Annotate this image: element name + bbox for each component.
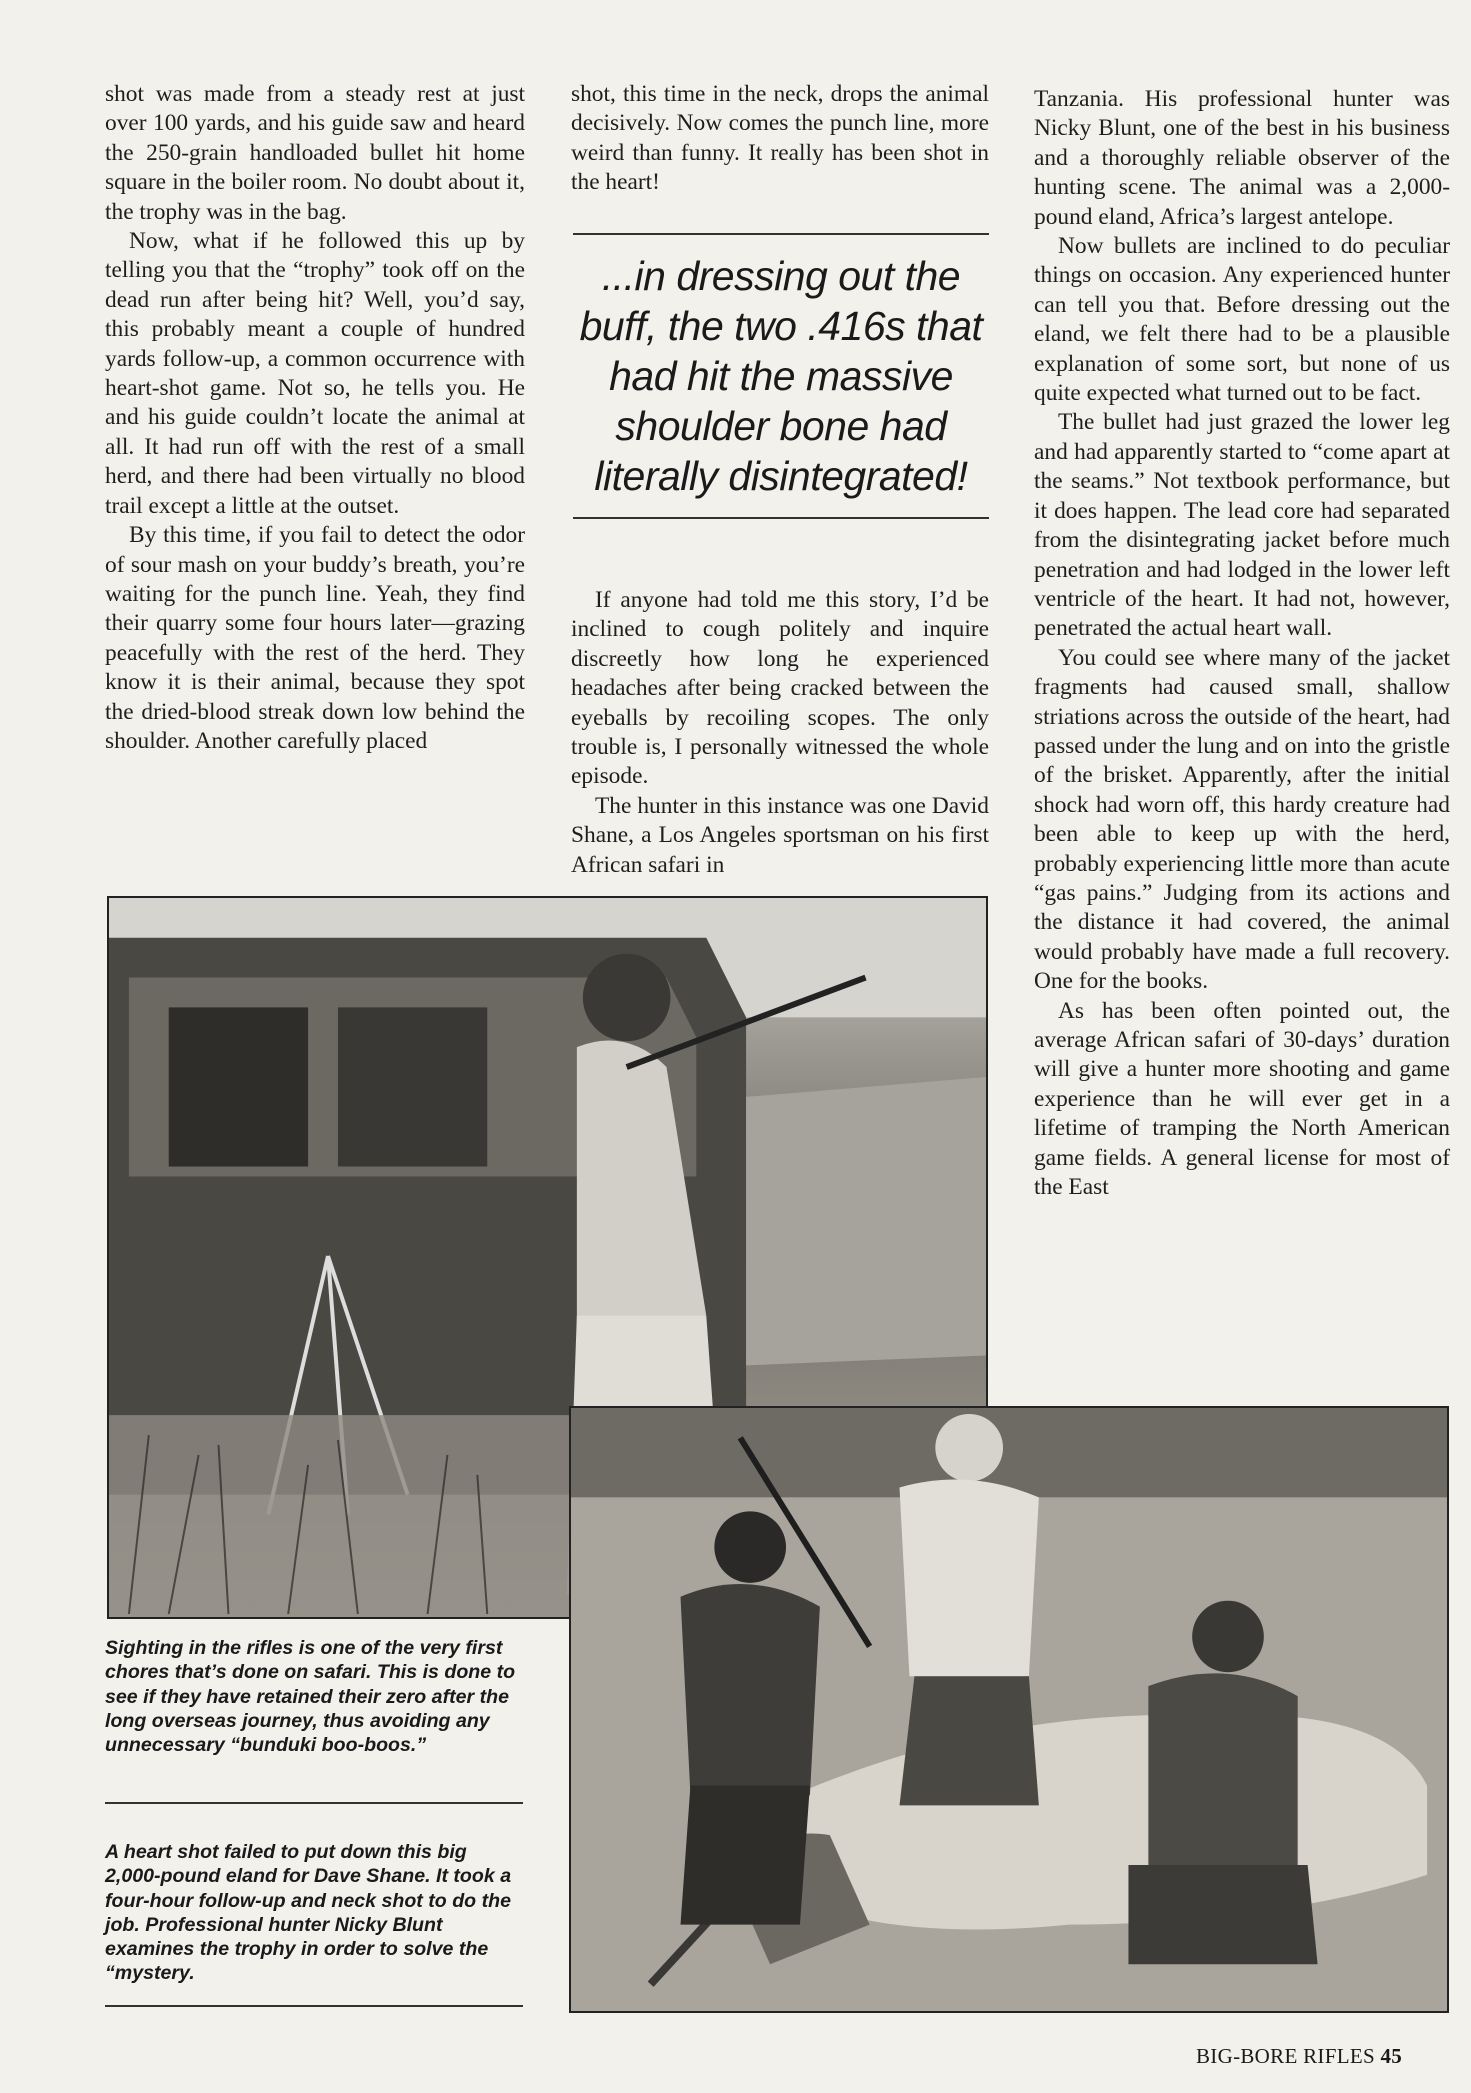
caption-divider: [105, 1802, 523, 1804]
paragraph: Now bullets are inclined to do peculiar things on occasion. Any experienced hunter can tell you that. Before dressing out the eland, we felt there had to be a plausible explanation of some sort, but none of us quite expected what turned out to be fact.: [1034, 233, 1450, 407]
page-number: 45: [1380, 2044, 1403, 2068]
body-column-1: [105, 80, 525, 756]
body-column-2-top: [571, 80, 989, 198]
body-column-2-bottom: [571, 586, 989, 880]
paragraph: As has been often pointed out, the average African safari of 30-days’ duration will give a hunter more shooting and game experience than he will ever get in a lifetime of tramping the North American game fields. A general license for most of the East: [1034, 997, 1450, 1201]
caption-eland: A heart shot failed to put down this big 2,000-pound eland for Dave Shane. It took a four-hour follow-up and neck shot to do the job. Professional hunter Nicky Blunt examines the trophy in order to solve the “mystery.: [105, 1841, 512, 1985]
paragraph: Now, what if he followed this up by telling you that the “trophy” took off on the dead run after being hit? Well, you’d say, this probably meant a couple of hundred yards follow-up, a common occurrence with heart-shot game. Not so, he tells you. He and his guide couldn’t locate the animal at all. It had run off with the rest of a small herd, and there had been virtually no blood trail except a little at the outset.: [105, 228, 525, 519]
paragraph: The bullet had just grazed the lower leg and had apparently started to “come apart at the seams.” Not textbook performance, but it does happen. The lead core had separated from the disintegrating jacket before much penetration and had lodged in the lower left ventricle of the heart. It had not, however, penetrated the actual heart wall.: [1034, 409, 1450, 642]
page-footer: [1196, 2044, 1456, 2069]
body-column-3: [1034, 85, 1450, 1202]
magazine-title: BIG-BORE RIFLES: [1196, 2044, 1375, 2068]
caption-bottom-rule: [105, 2005, 523, 2007]
pull-quote: [573, 233, 989, 519]
paragraph: If anyone had told me this story, I’d be inclined to cough politely and inquire discreetly how long he experienced headaches after being cracked between the eyeballs by recoiling scopes. The only trouble is, I personally witnessed the whole episode.: [571, 587, 989, 790]
photo-eland-examination: [569, 1406, 1449, 2013]
paragraph: You could see where many of the jacket fragments had caused small, shallow striations across the outside of the heart, had passed under the lung and on into the gristle of the brisket. Apparently, after the initial shock had worn off, this hardy creature had been able to keep up with the herd, probably experiencing little more than acute “gas pains.” Judging from its actions and the distance it had covered, the animal would probably have made a full recovery. One for the books.: [1034, 644, 1450, 995]
paragraph: By this time, if you fail to detect the odor of sour mash on your buddy’s breath, you’re waiting for the punch line. Yeah, they find their quarry some four hours later—grazing peacefully with the rest of the herd. They know it is their animal, because they spot the dried-blood streak down low behind the shoulder. Another carefully placed: [105, 522, 525, 754]
paragraph: The hunter in this instance was one David Shane, a Los Angeles sportsman on his first African safari in: [571, 792, 989, 878]
paragraph: shot was made from a steady rest at just over 100 yards, and his guide saw and heard the 250-grain handloaded bullet hit home square in the boiler room. No doubt about it, the trophy was in the bag.: [105, 81, 525, 225]
caption-sighting-rifles: Sighting in the rifles is one of the very first chores that’s done on safari. This is done to see if they have retained their zero after the long overseas journey, thus avoiding any unnecessary “bunduki boo-boos.”: [105, 1637, 516, 1757]
pull-quote-text: ...in dressing out the buff, the two .416s that had hit the massive shoulder bone had literally disintegrated!: [579, 253, 983, 499]
paragraph: shot, this time in the neck, drops the animal decisively. Now comes the punch line, more weird than funny. It really has been shot in the heart!: [571, 81, 989, 196]
paragraph: Tanzania. His professional hunter was Nicky Blunt, one of the best in his business and a thoroughly reliable observer of the hunting scene. The animal was a 2,000-pound eland, Africa’s largest antelope.: [1034, 86, 1450, 230]
photo-eland-examination-illustration: [571, 1408, 1447, 2011]
